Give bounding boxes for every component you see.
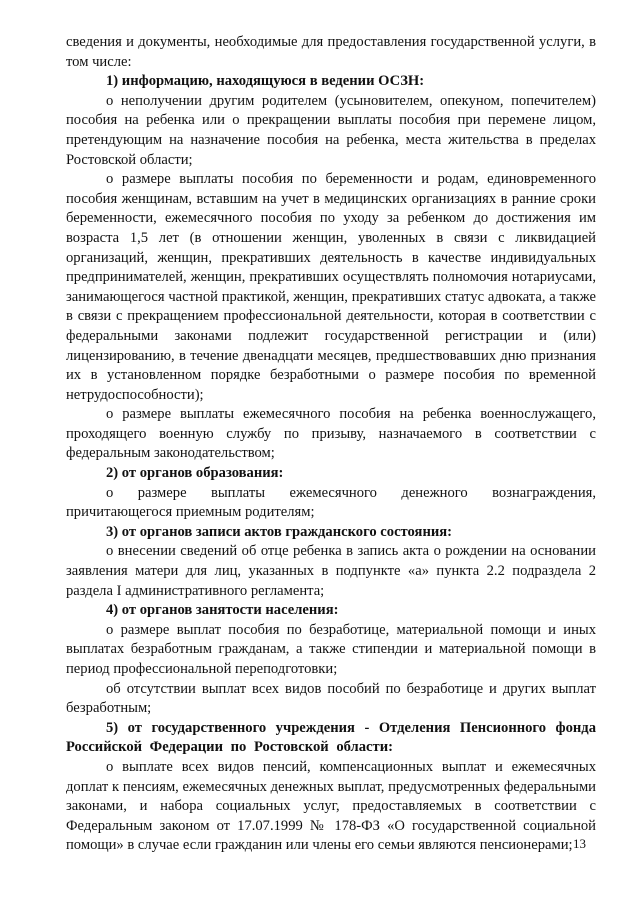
section-2-heading: 2) от органов образования:	[106, 465, 284, 482]
section-5	[66, 719, 596, 856]
page-number: 13	[573, 836, 586, 851]
section-2-paragraph-1: о размере выплаты ежемесячного денежного вознаграждения, причитающегося приемным родителям;	[66, 484, 596, 521]
section-2	[66, 464, 596, 523]
section-3-heading: 3) от органов записи актов гражданского состояния:	[106, 523, 453, 540]
section-5-heading: 5) от государственного учреждения - Отделения Пенсионного фонда Российской Федерации по Ростовской области:	[66, 719, 596, 756]
section-1-paragraph-2: о размере выплаты пособия по беременности и родам, единовременного пособия женщинам, вставшим на учет в медицинских организациях в ранние сроки беременности, ежемесячного пособия по уходу за ребенком до достижения им возраста 1,5 лет (в отношении женщин, уволенных в связи с ликвидацией организаций, женщин, прекративших деятельность в качестве индивидуальных предпринимателей, женщин, прекративших осуществлять полномочия нотариусами, занимающегося частной практикой, женщин, прекративших статус адвоката, а также в связи с прекращением профессиональной деятельности, которая в соответствии с федеральными законами подлежит государственной регистрации и (или) лицензированию, в течение двенадцати месяцев, предшествовавших дню признания их в установленном порядке безработными о размере пособия по временной нетрудоспособности);	[66, 171, 596, 403]
section-1	[66, 72, 596, 464]
section-4-heading: 4) от органов занятости населения:	[106, 602, 339, 619]
section-4	[66, 601, 596, 719]
section-3-paragraph-1: о внесении сведений об отце ребенка в запись акта о рождении на основании заявления матери для лиц, указанных в подпункте «а» пункта 2.2 подраздела 2 раздела I административного регламента;	[66, 543, 596, 599]
section-4-paragraph-1: о размере выплат пособия по безработице, материальной помощи и иных выплатах безработным гражданам, а также стипендии и материальной помощи в период профессиональной переподготовки;	[66, 621, 596, 677]
document-page	[66, 33, 596, 856]
section-4-paragraph-2: об отсутствии выплат всех видов пособий по безработице и других выплат безработным;	[66, 680, 596, 717]
section-5-paragraph-1: о выплате всех видов пенсий, компенсационных выплат и ежемесячных доплат к пенсиям, ежемесячных денежных выплат, предусмотренных федеральными законами, и набора социальных услуг, предоставляемых в соответствии с Федеральным законом от 17.07.1999 № 178-ФЗ «О государственной социальной помощи» в случае если гражданин или члены его семьи являются пенсионерами;	[66, 758, 596, 854]
section-1-paragraph-3: о размере выплаты ежемесячного пособия на ребенка военнослужащего, проходящего военную службу по призыву, назначаемого в соответствии с федеральным законодательством;	[66, 406, 596, 462]
section-1-paragraph-1: о неполучении другим родителем (усыновителем, опекуном, попечителем) пособия на ребенка или о прекращении выплаты пособия при перемене лицом, претендующим на назначение пособия на ребенка, места жительства в пределах Ростовской области;	[66, 92, 596, 168]
intro-paragraph: сведения и документы, необходимые для предоставления государственной услуги, в том числе:	[66, 34, 596, 70]
section-1-heading: 1) информацию, находящуюся в ведении ОСЗН:	[106, 73, 425, 90]
section-3	[66, 523, 596, 601]
